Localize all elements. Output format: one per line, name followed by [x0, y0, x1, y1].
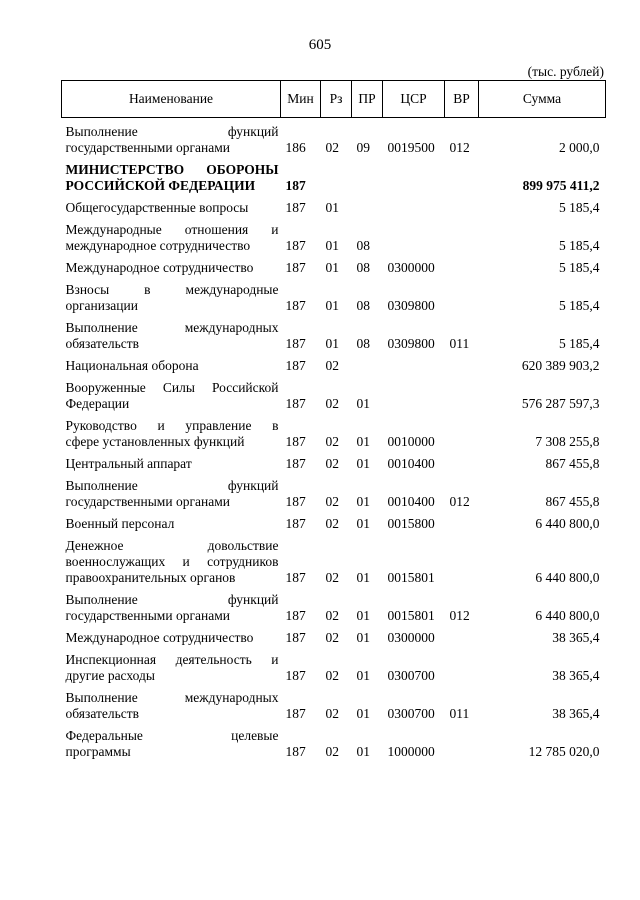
row-min: 187 — [285, 396, 306, 411]
row-name-line: программы — [65, 744, 131, 759]
row-csr — [383, 156, 445, 194]
row-name-line: Военный персонал — [65, 516, 175, 531]
row-name-line: Общегосударственные вопросы — [65, 200, 249, 215]
row-sum: 38 365,4 — [552, 706, 600, 721]
row-name-line: правоохранительных органов — [65, 570, 236, 585]
row-name-line: Руководство и управление в — [65, 418, 279, 433]
row-pr: 08 — [356, 238, 370, 253]
row-name-line: МИНИСТЕРСТВО ОБОРОНЫ — [65, 162, 279, 177]
table-row — [62, 412, 606, 450]
row-name-line: Выполнение функций — [65, 478, 279, 493]
row-rz: 02 — [325, 434, 339, 449]
row-vr: 012 — [449, 608, 470, 623]
row-csr: 0300700 — [387, 706, 435, 721]
header-name: Наименование — [62, 81, 281, 118]
row-pr: 01 — [356, 456, 370, 471]
row-pr: 01 — [356, 494, 370, 509]
table-row — [62, 532, 606, 586]
row-name — [62, 276, 281, 314]
row-rz: 01 — [325, 298, 339, 313]
row-rz: 01 — [325, 336, 339, 351]
row-min: 186 — [285, 140, 306, 155]
row-vr — [445, 216, 479, 254]
row-pr: 01 — [356, 706, 370, 721]
row-sum: 7 308 255,8 — [535, 434, 600, 449]
row-csr: 0015801 — [387, 608, 435, 623]
row-name-line: Федерации — [65, 396, 130, 411]
header-vr: ВР — [445, 81, 479, 118]
row-rz: 01 — [325, 238, 339, 253]
row-min: 187 — [285, 608, 306, 623]
row-csr — [383, 374, 445, 412]
row-pr: 08 — [356, 336, 370, 351]
row-name-line: Федеральные целевые — [65, 728, 279, 743]
row-min: 187 — [285, 336, 306, 351]
row-name-line: Вооруженные Силы Российской — [65, 380, 279, 395]
row-min: 187 — [285, 260, 306, 275]
header-sum: Сумма — [479, 81, 606, 118]
row-name-line: организации — [65, 298, 138, 313]
row-vr — [445, 510, 479, 532]
row-sum: 5 185,4 — [559, 260, 600, 275]
row-pr: 01 — [356, 608, 370, 623]
row-name-line: Выполнение функций — [65, 124, 279, 139]
row-name — [62, 216, 281, 254]
row-name-line: военнослужащих и сотрудников — [65, 554, 279, 569]
row-pr: 01 — [356, 434, 370, 449]
header-pr: ПР — [352, 81, 383, 118]
row-min: 187 — [285, 744, 306, 759]
row-rz: 02 — [325, 494, 339, 509]
row-name — [62, 472, 281, 510]
table-row — [62, 194, 606, 216]
row-csr: 0300000 — [387, 630, 435, 645]
row-csr: 0010400 — [387, 494, 435, 509]
row-min: 187 — [285, 200, 306, 215]
row-vr — [445, 624, 479, 646]
row-name-line: Национальная оборона — [65, 358, 199, 373]
row-rz: 02 — [325, 744, 339, 759]
row-rz — [321, 156, 352, 194]
row-min: 187 — [285, 358, 306, 373]
row-rz: 01 — [325, 200, 339, 215]
row-csr: 0015801 — [387, 570, 435, 585]
row-name-line: другие расходы — [65, 668, 155, 683]
table-row — [62, 216, 606, 254]
row-rz: 02 — [325, 140, 339, 155]
row-sum: 5 185,4 — [559, 336, 600, 351]
table-row — [62, 684, 606, 722]
row-name-line: сфере установленных функций — [65, 434, 245, 449]
row-pr: 01 — [356, 630, 370, 645]
row-pr — [352, 194, 383, 216]
row-csr — [383, 216, 445, 254]
row-name — [62, 314, 281, 352]
row-csr: 0300000 — [387, 260, 435, 275]
row-sum: 899 975 411,2 — [522, 178, 600, 193]
row-name — [62, 646, 281, 684]
row-name-line: Выполнение международных — [65, 320, 279, 335]
row-vr — [445, 722, 479, 760]
row-rz: 02 — [325, 570, 339, 585]
row-csr: 0010000 — [387, 434, 435, 449]
row-name — [62, 624, 281, 646]
row-min: 187 — [285, 178, 306, 193]
table-row — [62, 118, 606, 157]
row-rz: 02 — [325, 456, 339, 471]
header-rz: Рз — [321, 81, 352, 118]
row-vr — [445, 156, 479, 194]
row-name — [62, 684, 281, 722]
row-csr: 0010400 — [387, 456, 435, 471]
row-min: 187 — [285, 494, 306, 509]
row-vr — [445, 646, 479, 684]
row-vr — [445, 254, 479, 276]
row-name-line: Взносы в международные — [65, 282, 279, 297]
table-row — [62, 472, 606, 510]
unit-note: (тыс. рублей) — [527, 64, 604, 79]
row-csr: 0019500 — [387, 140, 435, 155]
row-vr — [445, 194, 479, 216]
row-sum: 867 455,8 — [545, 456, 600, 471]
row-name-line: РОССИЙСКОЙ ФЕДЕРАЦИИ — [65, 178, 256, 193]
header-min: Мин — [281, 81, 321, 118]
table-row — [62, 586, 606, 624]
row-sum: 867 455,8 — [545, 494, 600, 509]
row-min: 187 — [285, 630, 306, 645]
row-vr — [445, 276, 479, 314]
row-vr — [445, 374, 479, 412]
table-row — [62, 156, 606, 194]
row-name — [62, 586, 281, 624]
table-row — [62, 624, 606, 646]
table-row — [62, 646, 606, 684]
row-name-line: Международное сотрудничество — [65, 630, 254, 645]
row-name-line: государственными органами — [65, 140, 230, 155]
table-row — [62, 276, 606, 314]
row-name-line: обязательств — [65, 336, 140, 351]
row-pr: 01 — [356, 570, 370, 585]
row-name-line: Центральный аппарат — [65, 456, 192, 471]
row-min: 187 — [285, 706, 306, 721]
row-min: 187 — [285, 434, 306, 449]
row-rz: 01 — [325, 260, 339, 275]
row-rz: 02 — [325, 516, 339, 531]
row-rz: 02 — [325, 630, 339, 645]
row-pr — [352, 156, 383, 194]
row-vr — [445, 532, 479, 586]
table-row — [62, 450, 606, 472]
row-pr — [352, 352, 383, 374]
row-vr — [445, 352, 479, 374]
row-name-line: Денежное довольствие — [65, 538, 279, 553]
row-sum: 12 785 020,0 — [528, 744, 600, 759]
row-sum: 38 365,4 — [552, 668, 600, 683]
row-name — [62, 532, 281, 586]
row-csr: 0300700 — [387, 668, 435, 683]
row-name — [62, 374, 281, 412]
row-rz: 02 — [325, 358, 339, 373]
header-csr: ЦСР — [383, 81, 445, 118]
row-rz: 02 — [325, 396, 339, 411]
row-name-line: Инспекционная деятельность и — [65, 652, 279, 667]
table-row — [62, 314, 606, 352]
row-name-line: Международное сотрудничество — [65, 260, 254, 275]
row-min: 187 — [285, 238, 306, 253]
table-body — [62, 118, 606, 761]
table-row — [62, 722, 606, 760]
row-sum: 5 185,4 — [559, 298, 600, 313]
row-rz: 02 — [325, 608, 339, 623]
row-vr — [445, 450, 479, 472]
row-sum: 2 000,0 — [559, 140, 600, 155]
row-pr: 08 — [356, 298, 370, 313]
row-min: 187 — [285, 298, 306, 313]
table-row — [62, 510, 606, 532]
row-csr: 1000000 — [387, 744, 435, 759]
row-csr: 0015800 — [387, 516, 435, 531]
row-name-line: международное сотрудничество — [65, 238, 251, 253]
page-number: 605 — [308, 37, 332, 53]
row-name — [62, 156, 281, 194]
row-sum: 6 440 800,0 — [535, 570, 600, 585]
table-row — [62, 254, 606, 276]
row-name — [62, 510, 281, 532]
row-csr: 0309800 — [387, 336, 435, 351]
row-vr: 011 — [449, 336, 470, 351]
row-vr — [445, 412, 479, 450]
row-pr: 01 — [356, 396, 370, 411]
row-name — [62, 194, 281, 216]
row-name-line: Выполнение функций — [65, 592, 279, 607]
row-rz: 02 — [325, 706, 339, 721]
table-header-row — [62, 81, 606, 118]
row-min: 187 — [285, 668, 306, 683]
row-name — [62, 722, 281, 760]
row-sum: 5 185,4 — [559, 200, 600, 215]
row-vr: 011 — [449, 706, 470, 721]
row-csr — [383, 194, 445, 216]
row-name — [62, 118, 281, 157]
row-sum: 38 365,4 — [552, 630, 600, 645]
row-name-line: Выполнение международных — [65, 690, 279, 705]
row-name-line: государственными органами — [65, 494, 230, 509]
table-row — [62, 352, 606, 374]
row-pr: 01 — [356, 668, 370, 683]
row-sum: 6 440 800,0 — [535, 608, 600, 623]
row-pr: 01 — [356, 516, 370, 531]
row-vr: 012 — [449, 140, 470, 155]
row-name-line: Международные отношения и — [65, 222, 279, 237]
row-vr: 012 — [449, 494, 470, 509]
row-pr: 08 — [356, 260, 370, 275]
row-sum: 576 287 597,3 — [521, 396, 600, 411]
row-name-line: обязательств — [65, 706, 140, 721]
row-rz: 02 — [325, 668, 339, 683]
row-min: 187 — [285, 456, 306, 471]
row-min: 187 — [285, 516, 306, 531]
row-pr: 01 — [356, 744, 370, 759]
row-csr — [383, 352, 445, 374]
row-min: 187 — [285, 570, 306, 585]
row-name-line: государственными органами — [65, 608, 230, 623]
row-sum: 620 389 903,2 — [521, 358, 600, 373]
table-row — [62, 374, 606, 412]
row-pr: 09 — [356, 140, 370, 155]
row-name — [62, 254, 281, 276]
row-sum: 6 440 800,0 — [535, 516, 600, 531]
budget-table — [61, 80, 606, 760]
row-name — [62, 412, 281, 450]
row-name — [62, 450, 281, 472]
row-sum: 5 185,4 — [559, 238, 600, 253]
row-csr: 0309800 — [387, 298, 435, 313]
row-name — [62, 352, 281, 374]
